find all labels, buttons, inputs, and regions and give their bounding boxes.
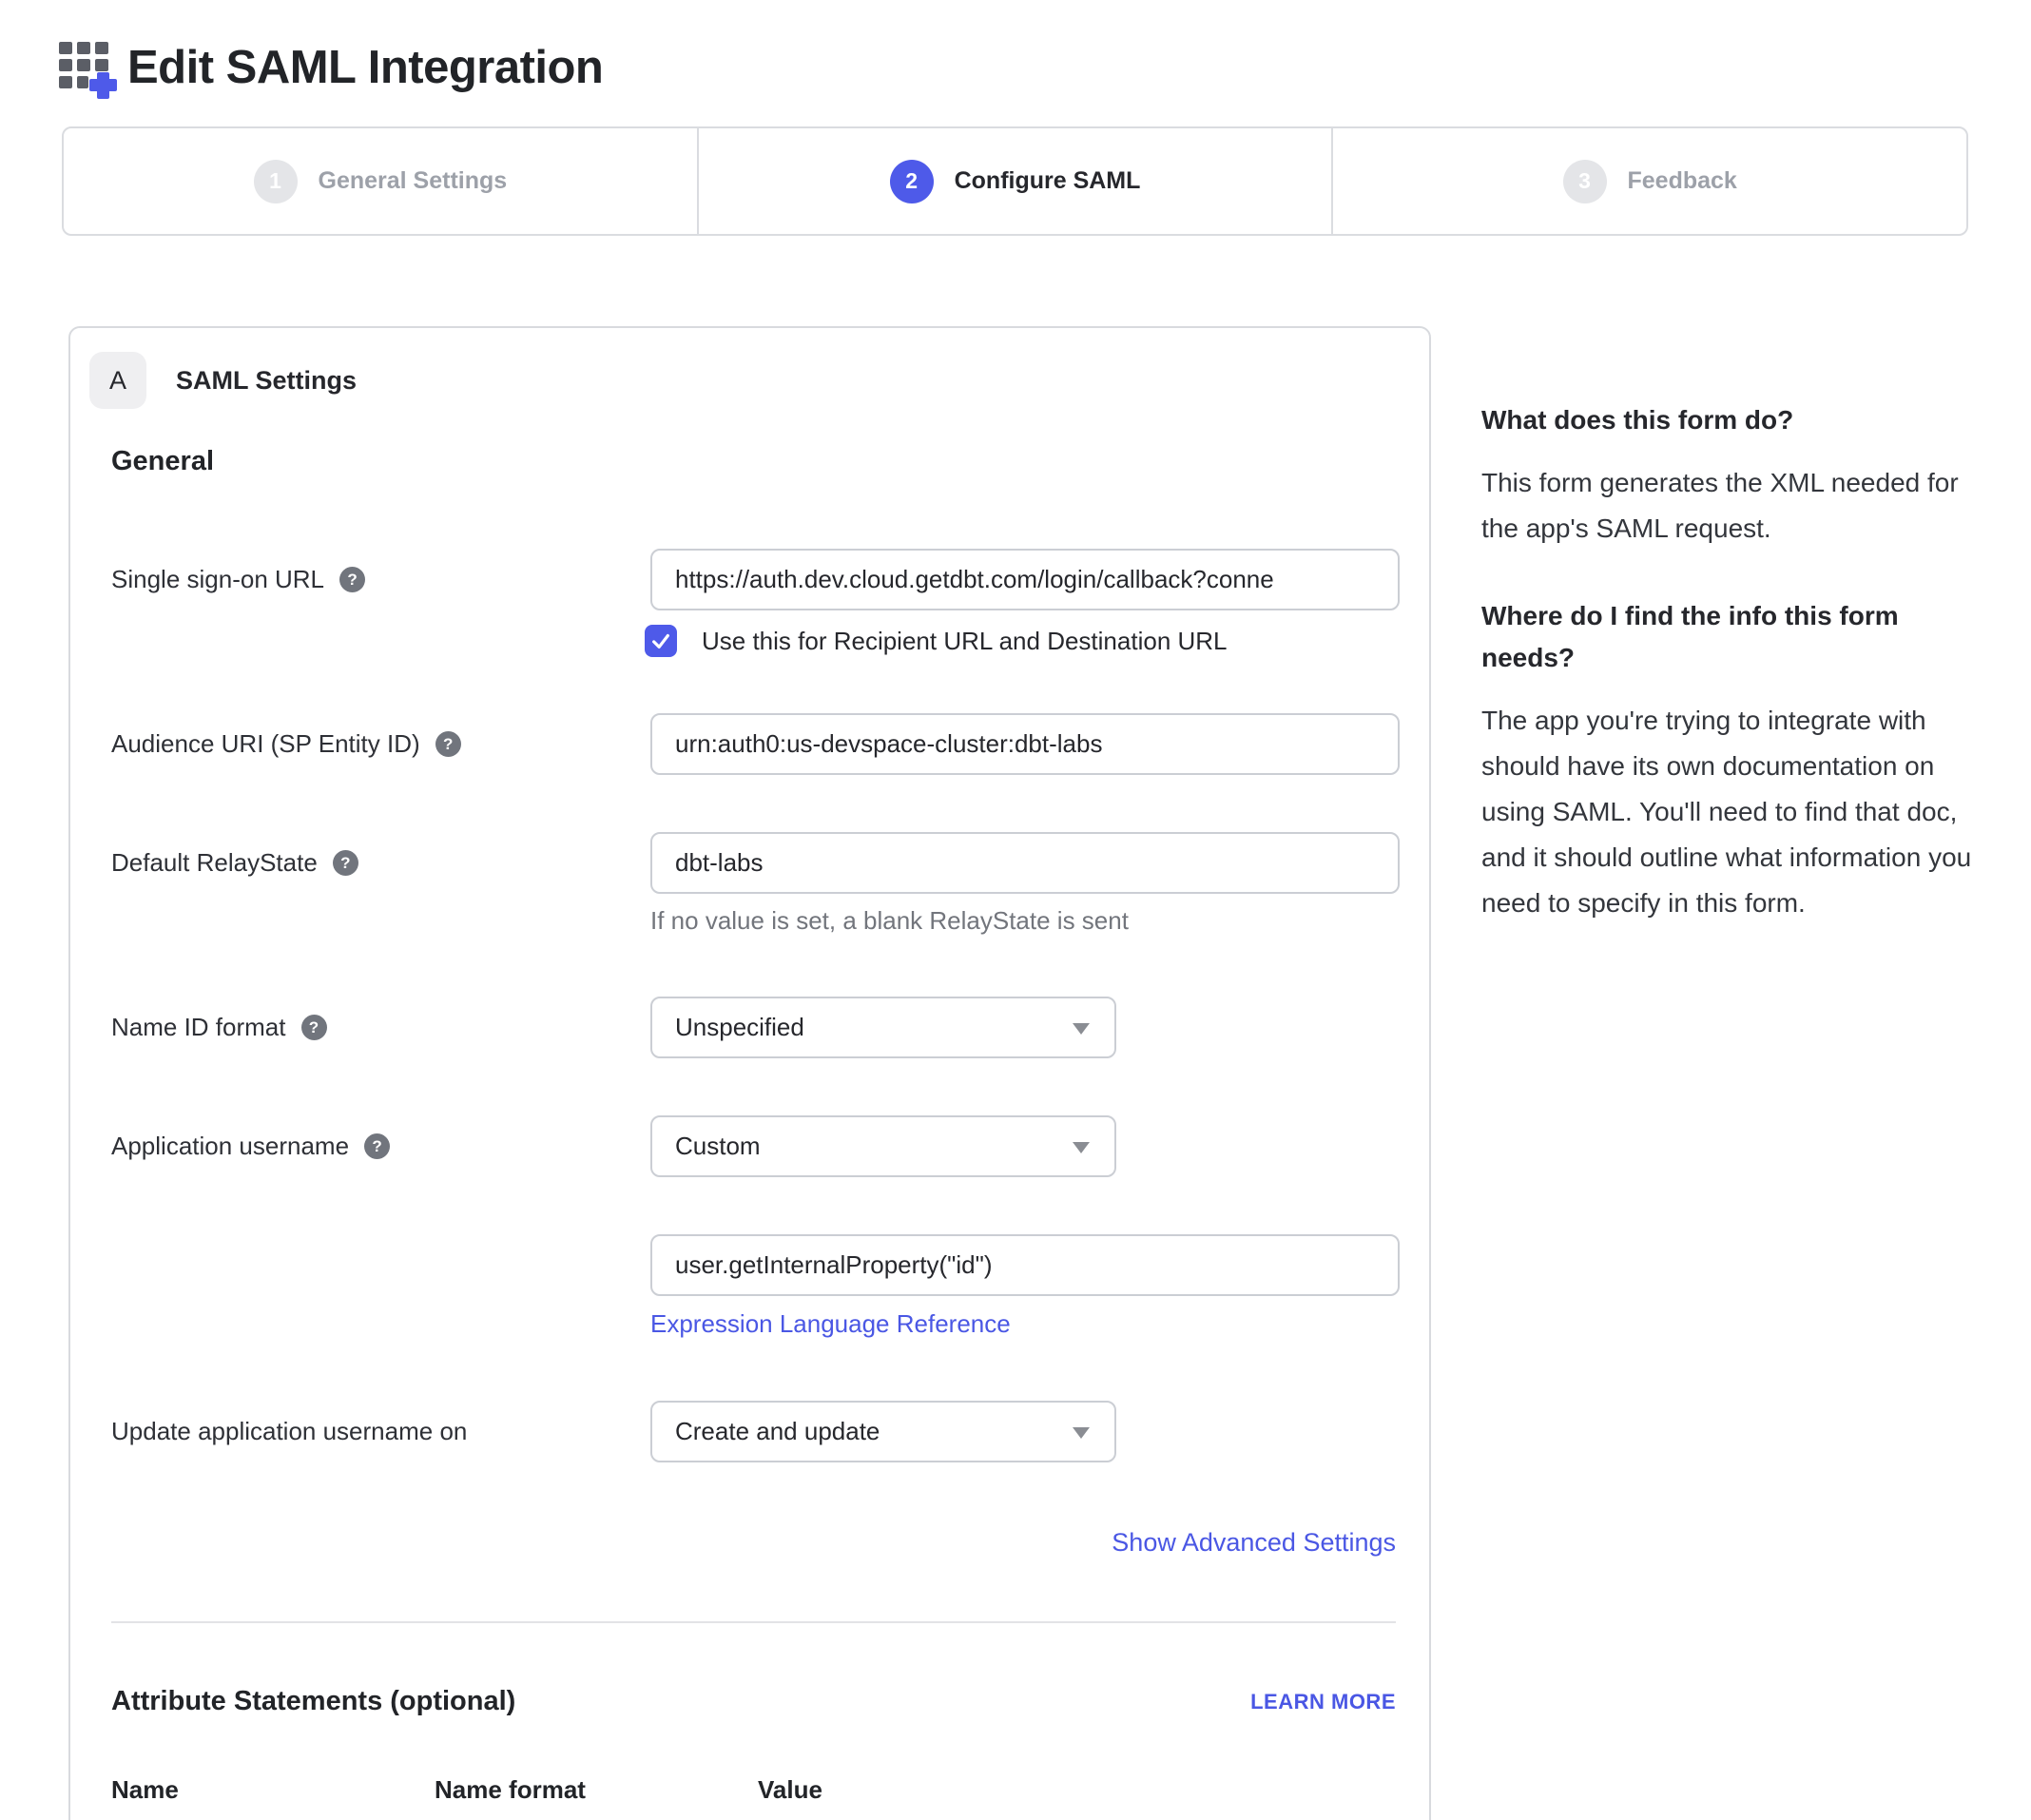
show-advanced-settings-link[interactable]: Show Advanced Settings bbox=[1112, 1528, 1396, 1557]
section-a-badge: A bbox=[89, 352, 146, 409]
chevron-down-icon bbox=[1073, 1023, 1090, 1035]
help-answer-1: This form generates the XML needed for the app's SAML request. bbox=[1481, 468, 1959, 543]
relaystate-label: Default RelayState ? bbox=[111, 832, 358, 894]
attribute-statements-heading: Attribute Statements (optional) bbox=[111, 1686, 516, 1716]
page-title: Edit SAML Integration bbox=[127, 42, 604, 94]
step-2-label: Configure SAML bbox=[954, 167, 1141, 194]
page-header bbox=[55, 25, 603, 99]
help-sidebar bbox=[1481, 399, 1976, 970]
recipient-url-checkbox-label[interactable]: Use this for Recipient URL and Destination URL bbox=[702, 626, 1228, 655]
relaystate-hint: If no value is set, a blank RelayState is sent bbox=[650, 906, 1129, 935]
help-question-1: What does this form do? bbox=[1481, 405, 1794, 435]
sso-url-input[interactable] bbox=[650, 549, 1400, 610]
recipient-url-checkbox-row bbox=[645, 625, 1228, 657]
name-id-format-select[interactable] bbox=[650, 997, 1116, 1058]
app-username-help-icon[interactable]: ? bbox=[364, 1133, 390, 1159]
column-header-name-format: Name format bbox=[435, 1775, 586, 1804]
step-3-label: Feedback bbox=[1627, 167, 1737, 194]
step-1-label: General Settings bbox=[318, 167, 508, 194]
name-id-format-label: Name ID format ? bbox=[111, 997, 327, 1058]
saml-settings-title: SAML Settings bbox=[176, 365, 358, 395]
name-id-format-value: Unspecified bbox=[675, 1013, 804, 1041]
check-icon bbox=[650, 630, 671, 651]
recipient-url-checkbox[interactable] bbox=[645, 625, 677, 657]
name-id-format-help-icon[interactable]: ? bbox=[301, 1015, 327, 1040]
audience-uri-help-icon[interactable]: ? bbox=[435, 731, 461, 757]
help-answer-2: The app you're trying to integrate with should have its own documentation on using SAML. You'll need to find that doc, and it should outline what information you need to specify in this form. bbox=[1481, 706, 1972, 918]
step-2-circle: 2 bbox=[890, 160, 934, 203]
update-username-select[interactable] bbox=[650, 1401, 1116, 1462]
audience-uri-input[interactable] bbox=[650, 713, 1400, 775]
chevron-down-icon bbox=[1073, 1142, 1090, 1153]
sso-url-help-icon[interactable]: ? bbox=[339, 567, 365, 592]
column-header-name: Name bbox=[111, 1775, 179, 1804]
expression-language-reference-link[interactable]: Expression Language Reference bbox=[650, 1309, 1011, 1338]
app-username-select[interactable] bbox=[650, 1115, 1116, 1177]
help-question-2: Where do I find the info this form needs? bbox=[1481, 601, 1899, 672]
app-username-value: Custom bbox=[675, 1132, 761, 1160]
section-divider bbox=[111, 1621, 1396, 1623]
audience-uri-label: Audience URI (SP Entity ID) ? bbox=[111, 713, 461, 775]
add-app-grid-icon bbox=[55, 25, 126, 99]
step-1-circle: 1 bbox=[254, 160, 298, 203]
saml-settings-card bbox=[68, 326, 1431, 1820]
relaystate-input[interactable] bbox=[650, 832, 1400, 894]
step-general-settings[interactable] bbox=[64, 128, 697, 234]
update-username-label: Update application username on bbox=[111, 1417, 468, 1445]
step-feedback[interactable] bbox=[1331, 128, 1966, 234]
column-header-value: Value bbox=[758, 1775, 822, 1804]
sso-url-label: Single sign-on URL ? bbox=[111, 549, 365, 610]
relaystate-help-icon[interactable]: ? bbox=[333, 850, 358, 876]
app-username-label: Application username ? bbox=[111, 1115, 390, 1177]
custom-expression-input[interactable] bbox=[650, 1234, 1400, 1296]
update-username-value: Create and update bbox=[675, 1417, 880, 1445]
learn-more-link[interactable]: LEARN MORE bbox=[1250, 1690, 1396, 1714]
step-3-circle: 3 bbox=[1563, 160, 1607, 203]
step-configure-saml[interactable] bbox=[697, 128, 1332, 234]
step-wizard bbox=[62, 126, 1968, 236]
chevron-down-icon bbox=[1073, 1427, 1090, 1439]
general-heading: General bbox=[111, 446, 214, 476]
